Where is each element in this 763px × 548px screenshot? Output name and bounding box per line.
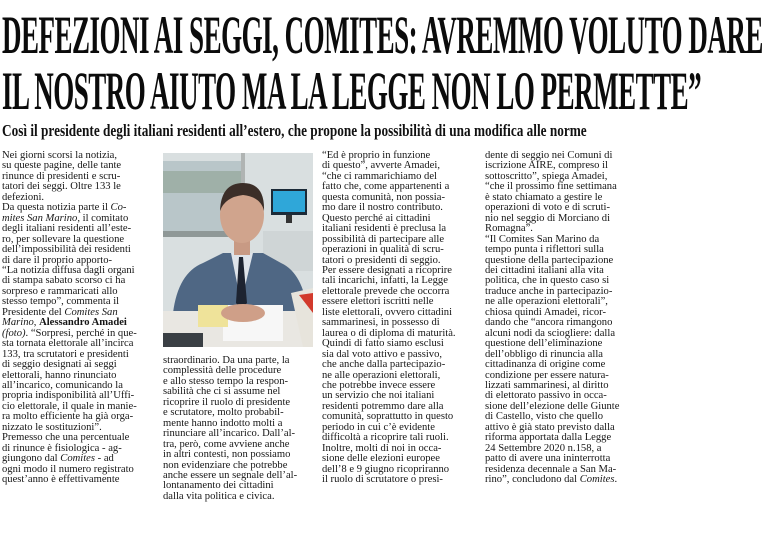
- text-line: in altri contesti, non possiamo: [163, 449, 291, 461]
- text-line: Per essere designati a ricoprire: [322, 264, 453, 276]
- text-run: .: [614, 474, 618, 486]
- text-line: questione dell’eliminazione: [485, 338, 603, 350]
- text-line: attivo è già stato previsto dalla: [485, 421, 615, 433]
- text-line: un servizio che noi italiani: [322, 390, 435, 402]
- text-line: che potrebbe invece essere: [322, 379, 436, 391]
- text-line: Premesso che una percentuale: [2, 432, 130, 444]
- text-line: sione dell’elezione delle Giunte: [485, 400, 620, 412]
- text-italic: (foto): [2, 327, 26, 339]
- text-line: di Castello, visto che quello: [485, 411, 603, 423]
- text-line: “Il Comites San Marino da: [485, 233, 600, 245]
- text-line: non evidenziare che potrebbe: [163, 459, 288, 471]
- text-line: che anche dalla partecipazio-: [322, 359, 446, 371]
- text-line: lizzati sammarinesi, al diritto: [485, 379, 609, 391]
- text-line: chiosa quindi Amadei, ricor-: [485, 306, 606, 318]
- text-line: iscrizione AIRE, compreso il: [485, 160, 608, 172]
- text-run: , il comitato: [77, 212, 129, 224]
- article-column-1: [2, 151, 152, 486]
- text-line: è stato chiamato a gestire le: [485, 191, 603, 203]
- text-line: 24 Settembre 2020 n.158, a: [485, 442, 602, 454]
- text-line: dell’obbligo di rinuncia alla: [485, 348, 603, 360]
- text-line: “La notizia diffusa dagli organi: [2, 264, 135, 276]
- text-italic: Comites: [60, 453, 95, 465]
- text-line: dell’8 e 9 giugno ricopriranno: [322, 463, 450, 475]
- text-italic: Comites: [579, 474, 615, 486]
- text-line: nizzato le sostituzioni”.: [2, 421, 102, 433]
- text-line: mo dare il nostro contributo.: [322, 202, 443, 214]
- text-line: comunità, soprattutto in questo: [322, 411, 454, 423]
- text-italic: Co-: [110, 202, 127, 214]
- text-line: sta tornata elettorale all’incirca: [2, 338, 134, 350]
- text-line: di seggio designati ai seggi: [2, 359, 117, 371]
- text-line: su queste pagine, delle tante: [2, 160, 122, 172]
- article-column-3: [322, 151, 487, 486]
- text-line: laurea o di diploma di maturità.: [322, 327, 456, 339]
- text-line: ro, per sollevare la questione: [2, 233, 125, 245]
- text-line: anche essere un segnale dell’al-: [163, 469, 298, 481]
- text-line: elettorali, hanno rinunciato: [2, 369, 117, 381]
- text-line: di rinunce è fisiologica - ag-: [2, 442, 122, 454]
- text-line: operazioni in qualità di scru-: [322, 244, 444, 256]
- text-line: possibilità di partecipare alle: [322, 233, 445, 245]
- text-line: dente di seggio nei Comuni di: [485, 150, 613, 161]
- text-line: nio nel seggio di Morciano di: [485, 212, 611, 224]
- text-line: tra, però, come avviene anche: [163, 438, 290, 450]
- text-line: all’incarico, comunicando la: [2, 379, 123, 391]
- text-italic: Comites San: [64, 306, 118, 318]
- text-line: “Ed è proprio in funzione: [322, 150, 431, 161]
- text-line: cittadinanza di origine come: [485, 359, 606, 371]
- text-run: rino”, concludono dal: [485, 474, 580, 486]
- text-line: dei cittadini italiani alla vita: [485, 264, 604, 276]
- text-line: residenza decennale a San Ma-: [485, 463, 617, 475]
- text-line: tempo punta i riflettori sulla: [485, 244, 604, 256]
- text-line: “che ci rammarichiamo del: [322, 170, 438, 182]
- text-line: condizione per essere natura-: [485, 369, 609, 381]
- text-italic: mites San Marino: [2, 212, 78, 224]
- text-line: ricoprire il ruolo di presidente: [163, 396, 291, 408]
- headline-line-2: IL NOSTRO AIUTO MA LA LEGGE NON LO PERMETTE”: [2, 61, 702, 121]
- text-line: di stampa sabato scorso ci ha: [2, 275, 126, 287]
- text-run: . “Sorpresi, perché in que-: [25, 327, 137, 339]
- text-line: ne alle operazioni elettorali”,: [485, 296, 608, 308]
- text-line: residenti potremmo dare alla: [322, 400, 444, 412]
- text-line: sione delle elezioni europee: [322, 453, 440, 465]
- text-line: Inoltre, molti di noi in occa-: [322, 442, 442, 454]
- text-line: sammarinesi, in possesso di: [322, 317, 440, 329]
- text-line: essere elettori iscritti nelle: [322, 296, 434, 308]
- text-run: Presidente del: [2, 306, 65, 318]
- text-line: Nei giorni scorsi la notizia,: [2, 150, 118, 161]
- hands: [221, 304, 265, 322]
- text-line: periodo in cui c’è evidente: [322, 421, 435, 433]
- text-line: ogni modo il numero registrato: [2, 463, 134, 475]
- text-line: dell’impossibilità dei residenti: [2, 244, 131, 256]
- text-line: difficoltà a ricoprire tali ruoli.: [322, 432, 449, 444]
- text-line: tatori o presidenti di seggio.: [322, 254, 441, 266]
- phone: [163, 333, 203, 347]
- text-line: e scrutatore, molto probabil-: [163, 407, 284, 419]
- text-line: elettorale prevede che occorra: [322, 285, 450, 297]
- text-line: di dare il proprio apporto-: [2, 254, 113, 266]
- text-line: politica, che in questo caso si: [485, 275, 610, 287]
- person-name: Alessandro Amadei: [39, 317, 127, 329]
- text-line: operazioni di voto e di scruti-: [485, 202, 611, 214]
- text-line: ra molto efficiente ha già orga-: [2, 411, 134, 423]
- text-line: alcuni nodi da sciogliere: dalla: [485, 327, 616, 339]
- text-line: questa comunità, non possia-: [322, 191, 445, 203]
- article-column-4: [485, 151, 663, 486]
- text-line: italiani residenti è preclusa la: [322, 223, 447, 235]
- text-line: traduce anche in partecipazio-: [485, 285, 613, 297]
- text-line: propria indisponibilità all’Uffi-: [2, 390, 135, 402]
- text-line: dando che “ancora rimangono: [485, 317, 613, 329]
- neck: [234, 241, 250, 255]
- text-line: sia dal voto attivo e passivo,: [322, 348, 443, 360]
- text-run: ,: [33, 317, 40, 329]
- text-line: di elettorato passivo in occa-: [485, 390, 607, 402]
- text-line: quest’anno è effettivamente: [2, 474, 120, 486]
- portrait-photo: [163, 153, 313, 347]
- text-line: tali incarichi, infatti, la Legge: [322, 275, 448, 287]
- text-line: mente hanno indotto molti a: [163, 417, 283, 429]
- text-run: giungono dal: [2, 453, 61, 465]
- subtitle: Così il presidente degli italiani residenti all’estero, che propone la possibilità di una modifica alle norme: [2, 121, 587, 140]
- text-line: dalla vita politica e civica.: [163, 490, 275, 502]
- text-line: complessità delle procedure: [163, 365, 282, 377]
- text-line: riforma apportata dalla Legge: [485, 432, 612, 444]
- text-line: cio elettorale, il quale in manie-: [2, 400, 137, 412]
- text-line: sorpreso e rammaricati allo: [2, 285, 118, 297]
- portrait-illustration: [163, 153, 313, 347]
- text-line: di questo”, avverte Amadei,: [322, 160, 440, 172]
- text-line: degli italiani residenti all’este-: [2, 223, 132, 235]
- text-line: “che il prossimo fine settimana: [485, 181, 617, 193]
- article-column-2: [163, 356, 323, 502]
- text-line: tatori dei seggi. Oltre 133 le: [2, 181, 121, 193]
- text-line: Questo perché ai cittadini: [322, 212, 431, 224]
- text-line: rinunciare all’incarico. Dall’al-: [163, 428, 296, 440]
- text-run: - ad: [95, 453, 114, 465]
- text-line: lontanamento dei cittadini: [163, 480, 274, 492]
- text-line: stesso tempo”, commenta il: [2, 296, 120, 308]
- text-line: straordinario. Da una parte, la: [163, 355, 290, 366]
- monitor-screen: [273, 191, 305, 212]
- text-line: questione della partecipazione: [485, 254, 614, 266]
- text-line: il ruolo di scrutatore o presi-: [322, 474, 443, 486]
- text-line: Romagna”.: [485, 223, 533, 235]
- text-line: rinunce di presidenti e scru-: [2, 170, 121, 182]
- text-line: ne alle operazioni elettorali,: [322, 369, 441, 381]
- text-line: sabilità che ci si assume nel: [163, 386, 281, 398]
- text-line: fatto che, come appartenenti a: [322, 181, 450, 193]
- text-line: Quindi di fatto siamo esclusi: [322, 338, 444, 350]
- text-line: [485, 475, 663, 485]
- monitor-stand: [286, 215, 292, 223]
- text-line: sottoscritto”, spiega Amadei,: [485, 170, 608, 182]
- text-run: Da questa notizia parte il: [2, 202, 111, 214]
- headline-line-1: DEFEZIONI AI SEGGI, COMITES: AVREMMO VOLUTO DARE: [2, 5, 763, 65]
- text-line: e allo stesso tempo la respon-: [163, 375, 289, 387]
- text-line: patto di avere una ininterrotta: [485, 453, 611, 465]
- text-italic: Marino: [2, 317, 34, 329]
- text-line: liste elettorali, ovvero cittadini: [322, 306, 453, 318]
- text-line: defezioni.: [2, 191, 45, 203]
- text-line: 133, tra scrutatori e presidenti: [2, 348, 129, 360]
